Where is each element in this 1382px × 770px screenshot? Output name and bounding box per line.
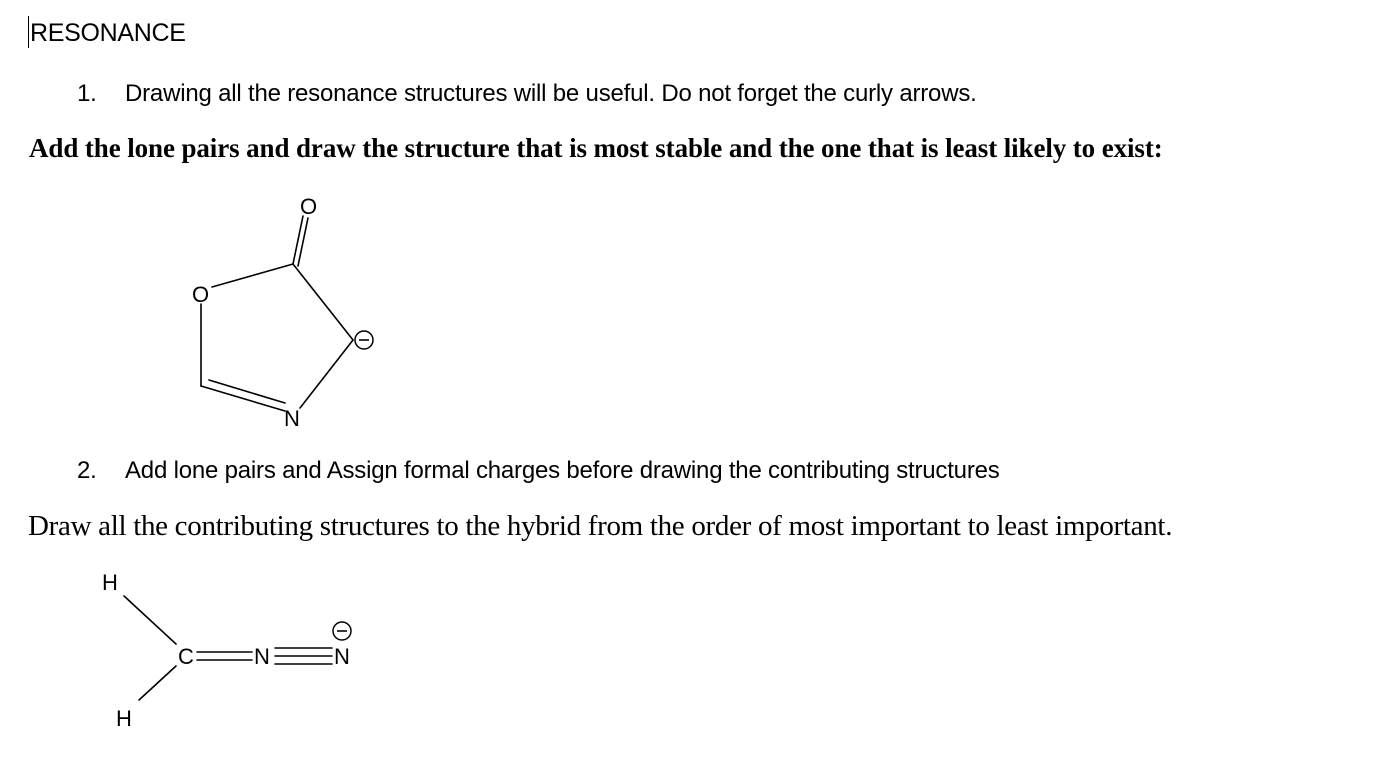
negative-charge-icon xyxy=(333,622,351,640)
hydrogen-top-label: H xyxy=(102,570,118,595)
carbonyl-oxygen-label: O xyxy=(300,194,318,219)
nitrogen-label: N xyxy=(284,406,300,431)
question-1-text: Drawing all the resonance structures will be useful. Do not forget the curly arrows. xyxy=(125,80,977,107)
ring-oxygen-label: O xyxy=(192,282,210,307)
carbon-label: C xyxy=(178,644,194,669)
nitrogen-middle-label: N xyxy=(254,644,270,669)
nitrogen-terminal-label: N xyxy=(334,644,350,669)
question-1-number: 1. xyxy=(77,80,97,107)
document-title: RESONANCE xyxy=(30,19,186,47)
question-2-instruction: Draw all the contributing structures to the hybrid from the order of most important to least important. xyxy=(28,510,1173,542)
question-2-number: 2. xyxy=(77,457,97,484)
question-1-instruction: Add the lone pairs and draw the structure that is most stable and the one that is least likely to exist: xyxy=(29,133,1163,163)
question-2-text: Add lone pairs and Assign formal charges before drawing the contributing structures xyxy=(125,457,1000,484)
hydrogen-bottom-label: H xyxy=(116,706,132,731)
